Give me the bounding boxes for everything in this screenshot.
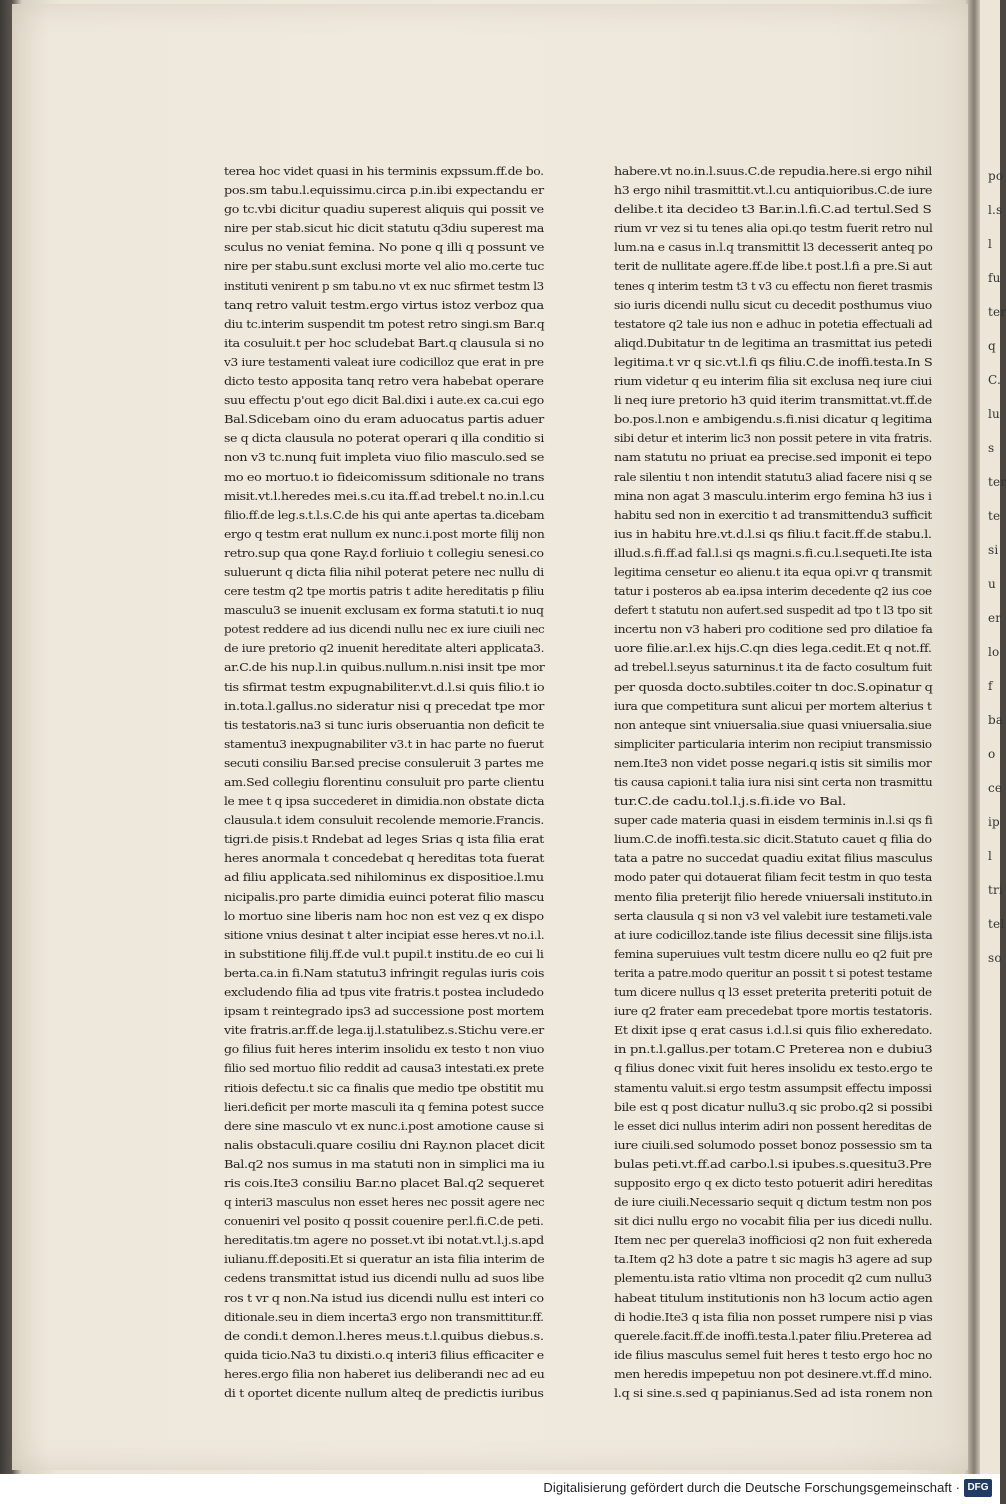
text-line: le mee t q ipsa succederet in dimidia.non obstate dicta — [224, 794, 545, 809]
text-line: habere.vt no.in.l.suus.C.de repudia.here.si ergo nihil — [614, 164, 932, 178]
text-line: rium videtur q eu interim filia sit exclusa neq iure ciui — [614, 374, 932, 389]
text-line: femina superuiues vult testm dicere nullu eo q2 fuit pre — [614, 946, 933, 961]
adjacent-page-fragment: l.s — [988, 203, 1003, 217]
text-line: stamentu3 inexpugnabiliter v3.t in hac parte no fuerut — [224, 736, 544, 751]
adjacent-page-fragment: u — [988, 577, 996, 591]
text-line: men heredis impepetuu non pot desinere.vt.ff.d mino. — [614, 1366, 933, 1381]
text-line: non v3 tc.nunq fuit impleta viuo filio masculo.sed se — [224, 450, 544, 465]
text-line: nem.Ite3 non videt posse negari.q istis sit similis mor — [614, 755, 932, 770]
adjacent-page-fragment: l — [988, 849, 993, 863]
text-line: sibi detur et interim lic3 non possit petere in vita fratris. — [614, 431, 933, 446]
text-line: ipsam t reintegrado ips3 ad successione post mortem — [224, 1004, 544, 1019]
text-line: iura que competitura sunt alicui per mortem alterius t — [614, 698, 932, 713]
text-line: lieri.deficit per morte masculi ita q femina potest succe — [224, 1099, 544, 1114]
text-line: tis testatoris.na3 si tunc iuris obseruantia non deficit te — [224, 717, 545, 732]
text-line: pos.sm tabu.l.equissimu.circa p.in.ibi expectandu er — [224, 183, 544, 198]
text-line: habeat titulum institutionis non h3 locum actio agen — [614, 1290, 933, 1305]
text-line: defert t statutu non aufert.sed suspedit ad tpo t l3 tpo sit — [614, 603, 933, 618]
text-line: suu effectu p'out ego dicit Bal.dixi i aute.ex ca.cui ego — [224, 393, 544, 408]
text-line: di hodie.Ite3 q ista filia non posset rumpere nisi p vias — [614, 1309, 933, 1324]
text-line: masculu3 se inuenit exclusam ex forma statuti.t io nuq — [224, 603, 544, 618]
text-line: ad trebel.l.seyus saturninus.t ita de facto cosultum fuit — [614, 660, 932, 675]
text-line: go tc.vbi dicitur quadiu superest aliquis qui possit ve — [224, 202, 544, 217]
text-line: excludendo filia ad tpus vite fratris.t postea includedo — [224, 985, 544, 1000]
text-line: terea hoc videt quasi in his terminis expssum.ff.de bo. — [224, 164, 544, 178]
text-line: bo.pos.l.non e ambigendu.s.fi.nisi dicatur q legitima — [614, 412, 933, 427]
text-line: stamentu valuit.si ergo testm assumpsit effectu impossi — [614, 1080, 932, 1095]
text-line: ros t vr q non.Na istud ius dicendi nullu est interi co — [224, 1290, 544, 1305]
adjacent-page-fragment: er — [988, 611, 1002, 625]
text-line: de iure pretorio q2 inuenit hereditate alteri applicata3. — [224, 641, 545, 656]
text-line: incertu non v3 haberi pro coditione sed pro dilatioe fa — [614, 622, 933, 637]
text-line: iure ciuili.sed solumodo posset bonoz possessio sm ta — [614, 1137, 933, 1152]
text-line: filio.ff.de leg.s.t.l.s.C.de his qui ante apertas ta.dicebam — [224, 507, 545, 522]
text-line: berta.ca.in fi.Nam statutu3 infringit regulas iuris cois — [224, 965, 545, 980]
adjacent-page-fragment: po — [988, 169, 1004, 183]
text-line: v3 iure testamenti valeat iure codicilloz que erat in pre — [224, 354, 544, 369]
text-line: diu tc.interim suspendit tm potest retro singi.sm Bar.q — [224, 316, 545, 331]
text-line: di t oportet dicente nullum alteq de predictis iuribus — [224, 1386, 544, 1400]
text-line: secuti consiliu Bar.sed precise consuleruit 3 partes me — [224, 755, 544, 770]
text-line: iure q2 frater eam precedebat tpore mortis testatoris. — [614, 1004, 933, 1019]
text-line: non anteque sint vniuersalia.siue quasi vniuersalia.siue — [614, 717, 932, 732]
text-line: de condi.t demon.l.heres meus.t.l.quibus diebus.s. — [224, 1328, 544, 1343]
adjacent-page-fragment: lu — [988, 407, 1000, 421]
adjacent-page-edge — [980, 0, 1006, 1474]
text-column-left — [224, 162, 544, 1403]
text-line: am.Sed collegiu florentinu consuluit pro parte clientu — [224, 775, 545, 789]
text-line: cedens transmittat istud ius dicendi nullu ad suos libe — [224, 1271, 545, 1286]
text-line: tata a patre no succedat quadiu exitat filius masculus — [614, 851, 933, 866]
text-line: ita cosuluit.t per hoc scludebat Bart.q clausula si no — [224, 335, 544, 350]
adjacent-page-fragment: so — [988, 951, 1002, 965]
text-line: instituti venirent p sm tabu.no vt ex nuc sfirmet testm l3 — [224, 278, 544, 293]
text-line: rium vr vez si tu tenes alia opi.qo testm fuerit retro nul — [614, 221, 933, 236]
dfg-logo: DFG — [964, 1479, 992, 1497]
text-line: in.tota.l.gallus.no sideratur nisi q precedat tpe mor — [224, 698, 544, 713]
text-line: ide filius masculus semel fuit heres t testo ergo hoc no — [614, 1347, 933, 1362]
text-line: clausula.t idem consuluit recolende memorie.Francis. — [224, 813, 545, 828]
text-line: aliqd.Dubitatur tn de legitima an trasmittat ius petedi — [614, 335, 933, 350]
adjacent-page-fragment: l — [988, 237, 993, 251]
footer-bar — [0, 1474, 1000, 1504]
text-line: tanq retro valuit testm.ergo virtus istoz verboz qua — [224, 297, 544, 312]
adjacent-page-fragment: o — [988, 747, 996, 761]
text-line: legitima.t vr q sic.vt.l.fi qs filiu.C.de inoffi.testa.In S — [614, 354, 933, 369]
text-line: ta.Item q2 h3 dote a patre t sic magis h3 agere ad sup — [614, 1252, 932, 1267]
text-line: in pn.t.l.gallus.per totam.C Preterea non e dubiu3 — [614, 1042, 933, 1057]
text-column-right — [614, 162, 932, 1403]
text-line: mo eo mortuo.t io fideicomissum sditionale no trans — [224, 469, 545, 484]
adjacent-page-fragment: ter — [988, 305, 1006, 319]
adjacent-page-fragment: ce — [988, 781, 1003, 795]
text-line: ar.C.de his nup.l.in quibus.nullum.n.nisi insit tpe mor — [224, 660, 545, 675]
text-line: le esset dici nullus interim adiri non possent hereditas de — [614, 1118, 932, 1133]
text-line: mento filia preterijt filio herede vniuersali instituto.in — [614, 889, 933, 904]
text-line: Et dixit ipse q erat casus i.d.l.si quis filio exheredato. — [614, 1023, 933, 1038]
adjacent-page-fragment: si — [988, 543, 999, 557]
text-line: bile est q post dicatur nullu3.q sic probo.q2 si possibi — [614, 1099, 933, 1114]
text-line: terit de nullitate agere.ff.de libe.t post.l.fi a pre.Si aut — [614, 259, 933, 274]
book-gutter — [968, 0, 980, 1474]
text-line: dere sine masculo vt ex nunc.i.post amotione cause si — [224, 1118, 544, 1133]
text-line: lium.C.de inoffi.testa.sic dicit.Statuto cauet q filia do — [614, 832, 932, 847]
text-line: terita a patre.modo queritur an possit t si potest testame — [614, 965, 933, 980]
text-line: ditionale.seu in diem incerta3 ergo non transmittitur.ff. — [224, 1309, 544, 1324]
text-line: potest reddere ad ius dicendi nullu nec ex iure ciuili nec — [224, 622, 545, 637]
text-line: mina non agat 3 masculu.interim ergo femina h3 ius i — [614, 488, 932, 503]
text-line: in substitione filij.ff.de vul.t pupil.t institu.de eo cui li — [224, 946, 544, 961]
text-line: ius in habitu hre.vt.d.l.si qs filiu.t facit.ff.de stabu.l. — [614, 526, 932, 541]
text-line: legitima censetur eo alienu.t ita equa opi.vr q transmit — [614, 564, 932, 579]
text-line: modo pater qui dotauerat filiam fecit testm in quo testa — [614, 870, 932, 885]
text-line: lum.na e casus in.l.q transmittit l3 decesserit anteq po — [614, 240, 933, 255]
text-line: plementu.ista ratio vltima non procedit q2 cum nullu3 — [614, 1271, 932, 1286]
text-line: uore filie.ar.l.ex hijs.C.qn dies lega.cedit.Et q not.ff. — [614, 641, 932, 656]
text-line: go filius fuit heres interim insolidu ex testo t non viuo — [224, 1042, 545, 1057]
text-line: Bal.q2 nos sumus in ma statuti non in simplici ma iu — [224, 1156, 545, 1171]
text-line: ad filiu applicata.sed nihilominus ex dispositioe.l.mu — [224, 870, 544, 885]
text-line: tur.C.de cadu.tol.l.j.s.fi.ide vo Bal. — [614, 794, 847, 809]
text-line: hereditatis.tm agere no posset.vt ibi notat.vt.l.j.s.apd — [224, 1233, 544, 1248]
text-line: sitione vnius desinat t alter incipiat esse heres.vt no.i.l. — [224, 927, 545, 942]
text-line: delibe.t ita decideo t3 Bar.in.l.fi.C.ad tertul.Sed S — [614, 202, 932, 217]
text-line: lo mortuo sine liberis nam hoc non est vez q ex dispo — [224, 908, 544, 923]
text-line: illud.s.fi.ff.ad fal.l.si qs magni.s.fi.cu.l.sequeti.Ite ista — [614, 545, 933, 560]
adjacent-page-fragment: s — [988, 441, 995, 455]
funding-credit: Digitalisierung gefördert durch die Deutsche Forschungsgemeinschaft · — [543, 1480, 960, 1495]
text-line: de iure ciuili.Necessario sequit q dictum testm non pos — [614, 1195, 932, 1210]
text-line: nicipalis.pro parte dimidia euinci poterat filio mascu — [224, 889, 545, 904]
text-line: tatur i posteros ab ea.ipsa interim decedente q2 ius coe — [614, 584, 932, 599]
text-line: at iure codicilloz.tande iste filius decessit sine filijs.ista — [614, 927, 933, 942]
adjacent-page-fragment: tel — [988, 917, 1005, 931]
text-line: sit dici nullu ergo no vocabit filia per ius dicedi nullu. — [614, 1214, 933, 1229]
text-line: super cade materia quasi in eisdem terminis in.l.si qs fi — [614, 813, 933, 828]
adjacent-page-fragment: f — [988, 679, 993, 693]
text-line: testatore q2 tale ius non e adhuc in potetia effectuali ad — [614, 316, 933, 331]
adjacent-page-fragment: ba — [988, 713, 1004, 727]
adjacent-page-fragment: te — [988, 509, 1001, 523]
text-line: tigri.de pisis.t Rndebat ad leges Srias q ista filia erat — [224, 832, 544, 847]
text-line: q filius donec vixit fuit heres insolidu ex testo.ergo te — [614, 1061, 933, 1076]
adjacent-page-fragment: C. — [988, 373, 1001, 387]
text-line: conueniri vel posito q possit couenire per.l.fi.C.de peti. — [224, 1214, 544, 1229]
text-line: nire per stabu.sunt exclusi morte vel alio mo.certe tuc — [224, 259, 544, 274]
adjacent-page-fragment: ter — [988, 475, 1006, 489]
text-line: tenes q interim testm t3 t v3 cu effectu non fieret trasmis — [614, 278, 933, 293]
text-line: Item nec per querela3 inofficiosi q2 non fuit exhereda — [614, 1233, 933, 1248]
text-line: sio iuris dicendi nullu sicut cu decedit posthumus viuo — [614, 297, 932, 312]
text-line: ritiois defectu.t sic ca finalis que medio tpe obstitit mu — [224, 1080, 544, 1095]
text-line: heres anormala t concedebat q hereditas tota fuerat — [224, 851, 545, 866]
text-line: l.q si sine.s.sed q papinianus.Sed ad ista ronem non — [614, 1386, 933, 1400]
adjacent-page-fragment: lo — [988, 645, 1000, 659]
text-line: ris cois.Ite3 consiliu Bar.no placet Bal.q2 sequeret — [224, 1175, 545, 1190]
text-line: per quosda docto.subtiles.coiter tn doc.S.opinatur q — [614, 679, 933, 694]
text-line: cere testm q2 tpe mortis patris t adite hereditatis p filiu — [224, 584, 545, 599]
text-line: ergo q testm erat nullum ex nunc.i.post morte filij non — [224, 526, 545, 541]
text-line: misit.vt.l.heredes mei.s.cu ita.ff.ad trebel.t no.in.l.cu — [224, 488, 545, 503]
text-line: Bal.Sdicebam oino du eram aduocatus partis aduer — [224, 412, 544, 427]
adjacent-page-fragment: tri — [988, 883, 1003, 897]
text-line: rale silentiu t non intendit statutu3 aliad facere nisi q se — [614, 469, 932, 484]
text-line: nam statutu no priuat ea precise.sed imponit ei tepo — [614, 450, 932, 465]
text-line: supposito ergo q ex dicto testo potuerit adiri hereditas — [614, 1175, 933, 1190]
text-line: tis causa capioni.t talia iura nisi sint certa non trasmittu — [614, 775, 933, 789]
text-line: retro.sup qua qone Ray.d forliuio t collegiu senesi.co — [224, 545, 544, 560]
text-line: suluerunt q dicta filia nihil poterat petere nec nullu di — [224, 564, 544, 579]
text-line: nire per stab.sicut hic dicit statutu q3diu superest ma — [224, 221, 544, 236]
text-line: filio sed mortuo filio reddit ad causa3 intestati.ex prete — [224, 1061, 544, 1076]
text-line: q interi3 masculus non esset heres nec possit agere nec — [224, 1195, 545, 1210]
text-line: iulianu.ff.depositi.Et si queratur an ista filia interim de — [224, 1252, 545, 1267]
text-line: tis sfirmat testm expugnabiliter.vt.d.l.si quis filio.t io — [224, 679, 545, 694]
text-line: habitu sed non in exercitio t ad transmittendu3 sufficit — [614, 507, 932, 522]
text-line: heres.ergo filia non haberet ius deliberandi nec ad eu — [224, 1366, 545, 1381]
text-line: nalis obstaculi.quare cosiliu dni Ray.non placet dicit — [224, 1137, 545, 1152]
text-line: querele.facit.ff.de inoffi.testa.l.pater filiu.Preterea ad — [614, 1328, 932, 1343]
text-line: bulas peti.vt.ff.ad carbo.l.si ipubes.s.quesitu3.Pre — [614, 1156, 932, 1171]
text-line: serta clausula q si non v3 vel valebit iure testameti.vale — [614, 908, 932, 923]
text-line: tum dicere nullus q l3 esset preterita preteriti potuit de — [614, 985, 932, 1000]
text-line: quida ticio.Na3 tu dixisti.o.q interi3 filius efficaciter e — [224, 1347, 544, 1362]
text-line: dicto testo apposita tanq retro vera habebat operare — [224, 374, 544, 389]
text-line: li neq iure pretorio h3 quid iterim transmittat.vt.ff.de — [614, 393, 932, 408]
text-line: simpliciter particularia interim non recipiut transmissio — [614, 736, 932, 751]
text-line: vite fratris.ar.ff.de lega.ij.l.statulibez.s.Stichu vere.er — [224, 1023, 544, 1038]
text-line: h3 ergo nihil trasmittit.vt.l.cu antiquioribus.C.de iure — [614, 183, 933, 198]
adjacent-page-fragment: q — [988, 339, 996, 353]
text-line: se q dicta clausula no poterat operari q illa conditio si — [224, 431, 544, 446]
adjacent-page-fragment: fu — [988, 271, 1001, 285]
text-line: sculus no veniat femina. No pone q illi q possunt ve — [224, 240, 545, 255]
adjacent-page-fragment: ip — [988, 815, 1000, 829]
